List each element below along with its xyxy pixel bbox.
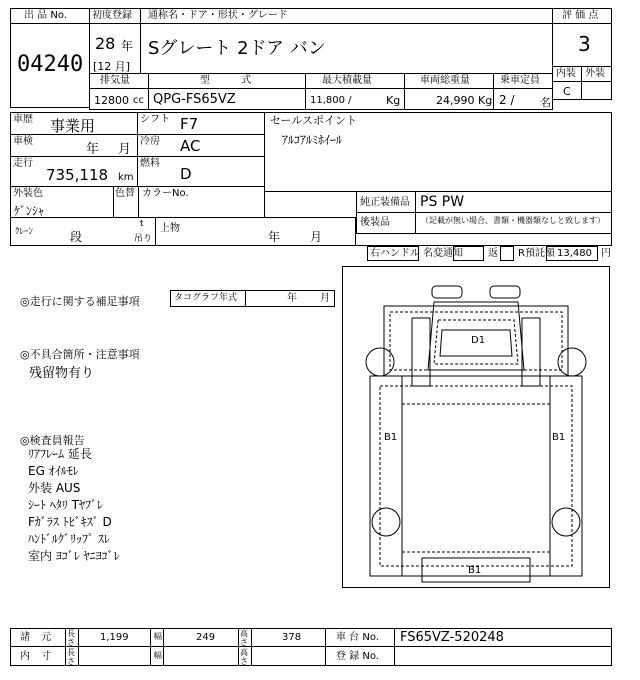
damage-mark-left: B1 <box>384 432 398 443</box>
return-label: 返 <box>488 248 498 259</box>
chassis-value: FS65VZ-520248 <box>400 630 504 645</box>
crane-hoist: 吊り <box>134 234 153 244</box>
right-mirror <box>490 286 520 298</box>
interior-label: 内装 <box>556 68 576 79</box>
grade-label: 評 価 点 <box>562 10 599 21</box>
inner-width-label: 幅 <box>154 651 162 660</box>
exterior-label: 外装 <box>585 68 605 79</box>
truck-diagram <box>342 266 610 588</box>
sales-point-value: ｱﾙｺｱﾙﾐﾎｲｰﾙ <box>282 133 343 147</box>
sales-point-label: セールスポイント <box>270 114 358 127</box>
rear-right-wheel <box>552 508 580 536</box>
r-deposit-unit: 円 <box>601 248 611 259</box>
inspector-list <box>28 446 120 565</box>
inner-height-label: 高さ <box>240 648 248 666</box>
right-hand-label: 右ハンドル <box>370 248 420 259</box>
reg-label: 登 録 No. <box>336 651 379 662</box>
damage-mark-right: B1 <box>552 432 566 443</box>
car-name: Sグレート 2ドア バン <box>148 38 326 59</box>
width-label: 幅 <box>154 632 162 641</box>
defect-item: 残留物有り <box>29 366 95 381</box>
model-value: QPG-FS65VZ <box>153 92 236 107</box>
max-load-unit: Kg <box>386 94 401 107</box>
history-value: 事業用 <box>50 117 96 135</box>
chassis-label: 車 台 No. <box>336 632 379 643</box>
rear-left-wheel <box>372 508 400 536</box>
first-reg-year: 28 <box>95 34 116 53</box>
inspection-month: 月 <box>118 142 132 157</box>
displacement-unit: cc <box>133 95 144 106</box>
gross-weight-unit: Kg <box>478 94 493 107</box>
left-mirror <box>432 286 462 298</box>
displacement-label: 排気量 <box>100 75 130 86</box>
crane-ton: t <box>140 219 144 229</box>
top-month: 月 <box>310 230 323 244</box>
first-reg-year-unit: 年 <box>121 39 134 53</box>
gross-weight-value: 24,990 <box>436 94 475 107</box>
history-label: 車歴 <box>13 114 33 125</box>
mileage-unit: km <box>118 172 134 183</box>
damage-mark-rear: B1 <box>468 565 482 576</box>
inspector-item: EG ｵｲﾙﾓﾚ <box>28 464 79 478</box>
crane-label: ｸﾚｰﾝ <box>15 227 34 237</box>
capacity-value: 2 / <box>499 93 515 107</box>
interior-value: C <box>563 85 571 98</box>
length-label: 長さ <box>67 629 75 647</box>
ext-color-value: ｹﾞﾝｼｬ <box>14 204 45 218</box>
height-label: 高さ <box>240 629 248 647</box>
gross-weight-label: 車両総重量 <box>420 75 470 86</box>
length-value: 1,199 <box>100 632 129 643</box>
mileage-value: 735,118 <box>46 166 109 184</box>
tacho-month: 月 <box>320 293 330 304</box>
fuel-value: D <box>180 165 192 183</box>
name-label: 通称名・ドア・形状・グレード <box>148 10 288 21</box>
inspector-item: Fｶﾞﾗｽ ﾄﾋﾞｷｽﾞ D <box>28 515 112 529</box>
height-value: 378 <box>282 632 302 643</box>
shift-value: F7 <box>180 115 199 133</box>
inner-length-label: 長さ <box>67 648 75 666</box>
inspector-item: ｼｰﾄ ﾍﾀﾘ Tﾔﾌﾞﾚ <box>28 498 103 512</box>
inspector-item: 外装 AUS <box>28 481 81 495</box>
aftermarket-label: 後装品 <box>360 217 390 228</box>
return-box <box>500 246 514 261</box>
crane-stage: 段 <box>70 230 83 244</box>
aftermarket-note: （記載が無い場合、書類・機器類なしと致します） <box>421 216 605 225</box>
capacity-unit: 名 <box>540 96 551 109</box>
shift-label: シフト <box>140 114 170 125</box>
inspector-label: ◎検査員報告 <box>20 434 85 447</box>
lot-number: 04240 <box>17 52 84 77</box>
defects-label: ◎不具合箇所・注意事項 <box>20 348 140 361</box>
tacho-year: 年 <box>287 293 297 304</box>
ext-color-label: 外装色 <box>13 188 43 199</box>
name-change-box <box>453 246 484 261</box>
model-label: 型 式 <box>200 75 266 86</box>
color-no-label: 色替 <box>115 188 135 199</box>
r-deposit-label: R預託額 <box>518 248 555 259</box>
tacho-label: タコグラフ年式 <box>174 293 238 303</box>
capacity-label: 乗車定員 <box>500 75 540 86</box>
inspector-item: ﾊﾝﾄﾞﾙｸﾞﾘｯﾌﾟ ｽﾚ <box>28 532 110 546</box>
inspection-year: 年 <box>86 142 100 157</box>
max-load-label: 最大積載量 <box>322 75 372 86</box>
first-reg-month: [12 月] <box>93 60 131 73</box>
r-deposit-value: 13,480 <box>557 248 592 259</box>
fuel-label: 燃料 <box>140 158 160 169</box>
lot-label: 出 品 No. <box>24 10 67 21</box>
top-year: 年 <box>268 230 281 244</box>
max-load-value: 11,800 / <box>310 95 352 106</box>
inspection-label: 車検 <box>13 136 33 147</box>
equipment-value: PS PW <box>420 194 465 210</box>
ac-label: 冷房 <box>140 136 160 147</box>
inspector-item: 室内 ﾖｺﾞﾚ ﾔﾆﾖｺﾞﾚ <box>28 549 120 563</box>
name-change-label: 名変通知 <box>423 248 463 259</box>
damage-mark-cab: D1 <box>471 335 486 346</box>
width-value: 249 <box>196 632 216 643</box>
grade-value: 3 <box>578 32 591 56</box>
color-no2-label: カラーNo. <box>142 188 189 199</box>
inner-label: 内 寸 <box>20 651 56 662</box>
inspector-item: ﾘｱﾌﾚｰﾑ 延長 <box>28 447 92 461</box>
first-reg-label: 初度登録 <box>92 10 132 21</box>
displacement-value: 12800 <box>94 94 129 107</box>
mileage-label: 走行 <box>13 158 33 169</box>
driving-label: ◎走行に関する補足事項 <box>20 295 140 308</box>
top-label: 上物 <box>160 223 180 234</box>
ac-value: AC <box>180 137 201 155</box>
dims-label: 諸 元 <box>20 632 56 643</box>
equipment-label: 純正装備品 <box>360 197 410 208</box>
